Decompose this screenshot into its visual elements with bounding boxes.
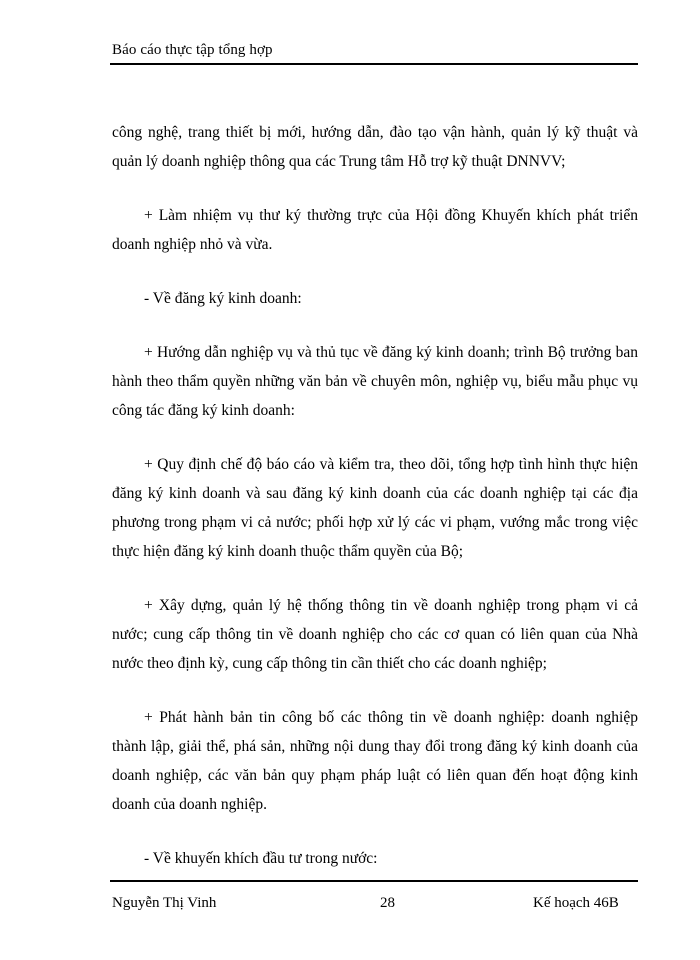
footer-class: Kế hoạch 46B — [533, 895, 619, 911]
paragraph: + Làm nhiệm vụ thư ký thường trực của Hội đồng Khuyến khích phát triển doanh nghiệp nhỏ và vừa. — [112, 207, 638, 253]
body-text — [112, 118, 638, 898]
paragraph: + Phát hành bản tin công bố các thông tin về doanh nghiệp: doanh nghiệp thành lập, giải thể, phá sản, những nội dung thay đổi trong đăng ký kinh doanh của doanh nghiệp, các văn bản quy phạm pháp luật có liên quan đến hoạt động kinh doanh của doanh nghiệp. — [112, 709, 638, 813]
paragraph: + Xây dựng, quản lý hệ thống thông tin về doanh nghiệp trong phạm vi cả nước; cung cấp thông tin về doanh nghiệp cho các cơ quan có liên quan của Nhà nước theo định kỳ, cung cấp thông tin cần thiết cho các doanh nghiệp; — [112, 597, 638, 672]
paragraph: + Hướng dẫn nghiệp vụ và thủ tục về đăng ký kinh doanh; trình Bộ trưởng ban hành theo thẩm quyền những văn bản về chuyên môn, nghiệp vụ, biểu mẫu phục vụ công tác đăng ký kinh doanh: — [112, 344, 638, 419]
section-heading: - Về đăng ký kinh doanh: — [144, 290, 302, 307]
header-rule — [110, 63, 638, 65]
header-title: Báo cáo thực tập tổng hợp — [112, 42, 273, 58]
paragraph: công nghệ, trang thiết bị mới, hướng dẫn, đào tạo vận hành, quản lý kỹ thuật và quản lý doanh nghiệp thông qua các Trung tâm Hỗ trợ kỹ thuật DNNVV; — [112, 124, 638, 170]
page-number: 28 — [380, 895, 395, 911]
footer-rule — [110, 880, 638, 882]
section-heading: - Về khuyến khích đầu tư trong nước: — [144, 850, 378, 867]
footer-author: Nguyễn Thị Vinh — [112, 895, 217, 911]
paragraph: + Quy định chế độ báo cáo và kiểm tra, theo dõi, tổng hợp tình hình thực hiện đăng ký kinh doanh và sau đăng ký kinh doanh của các doanh nghiệp tại các địa phương trong phạm vi cả nước; phối hợp xử lý các vi phạm, vướng mắc trong việc thực hiện đăng ký kinh doanh thuộc thẩm quyền của Bộ; — [112, 456, 638, 560]
